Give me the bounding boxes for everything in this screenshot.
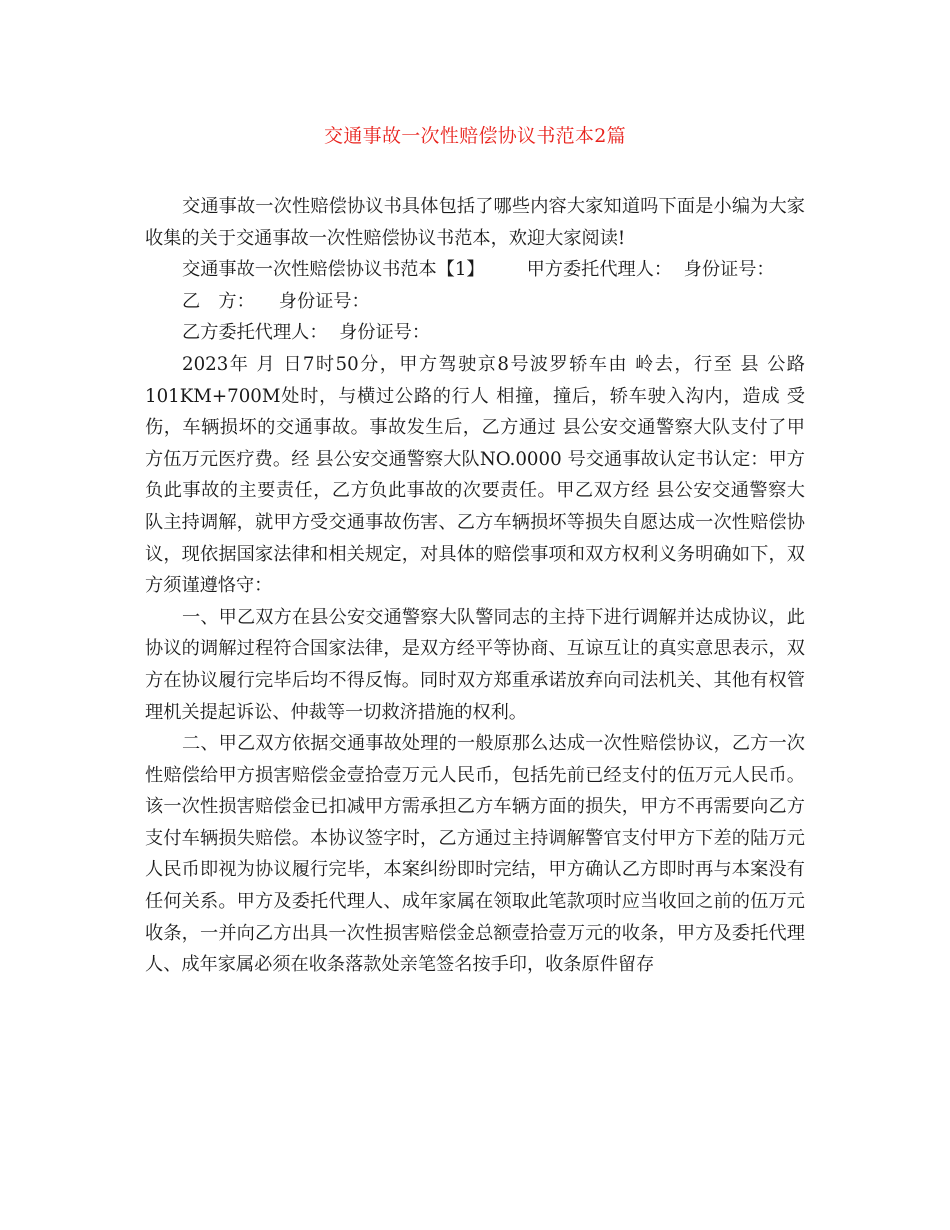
- document-title: 交通事故一次性赔偿协议书范本2篇: [324, 125, 626, 147]
- party-b-line: [145, 286, 805, 318]
- intro-paragraph: 交通事故一次性赔偿协议书具体包括了哪些内容大家知道吗下面是小编为大家收集的关于交通事故一次性赔偿协议书范本，欢迎大家阅读!: [145, 196, 805, 249]
- party-b-label: 乙 方：: [182, 290, 255, 312]
- clause-1: 一、甲乙双方在县公安交通警察大队警同志的主持下进行调解并达成协议，此协议的调解过程符合国家法律，是双方经平等协商、互谅互让的真实意思表示，双方在协议履行完毕后均不得反悔。同时双方郑重承诺放弃向司法机关、其他有权管理机关提起诉讼、仲裁等一切救济措施的权利。: [145, 606, 805, 723]
- clause-2: 二、甲乙双方依据交通事故处理的一般原那么达成一次性赔偿协议，乙方一次性赔偿给甲方损害赔偿金壹拾壹万元人民币，包括先前已经支付的伍万元人民币。该一次性损害赔偿金已扣减甲方需承担乙方车辆方面的损失，甲方不再需要向乙方支付车辆损失赔偿。本协议签字时，乙方通过主持调解警官支付甲方下差的陆万元人民币即视为协议履行完毕，本案纠纷即时完结，甲方确认乙方即时再与本案没有任何关系。甲方及委托代理人、成年家属在领取此笔款项时应当收回之前的伍万元收条，一并向乙方出具一次性损害赔偿金总额壹拾壹万元的收条，甲方及委托代理人、成年家属必须在收条落款处亲笔签名按手印，收条原件留存: [145, 733, 805, 976]
- accident-paragraph: 2023年 月 日7时50分，甲方驾驶京8号波罗轿车由 岭去，行至 县 公路101KM+700M处时，与横过公路的行人 相撞，撞后，轿车驶入沟内，造成 受伤，车辆损坏的交通事故。事故发生后，乙方通过 县公安交通警察大队支付了甲方伍万元医疗费。经 县公安交通警察大队NO.0000 号交通事故认定书认定：甲方负此事故的主要责任，乙方负此事故的次要责任。甲乙双方经 县公安交通警察大队主持调解，就甲方受交通事故伤害、乙方车辆损坏等损失自愿达成一次性赔偿协议，现依据国家法律和相关规定，对具体的赔偿事项和双方权利义务明确如下，双方须谨遵恪守：: [145, 353, 805, 597]
- party-b-agent-line: 乙方委托代理人： 身份证号：: [182, 322, 431, 344]
- party-b-id-field: 身份证号：: [278, 290, 370, 312]
- section-heading: 交通事故一次性赔偿协议书范本【1】: [182, 259, 485, 281]
- section-heading-line: [145, 254, 805, 286]
- document-body: [145, 191, 805, 981]
- party-a-agent-field: 甲方委托代理人： 身份证号：: [526, 259, 775, 281]
